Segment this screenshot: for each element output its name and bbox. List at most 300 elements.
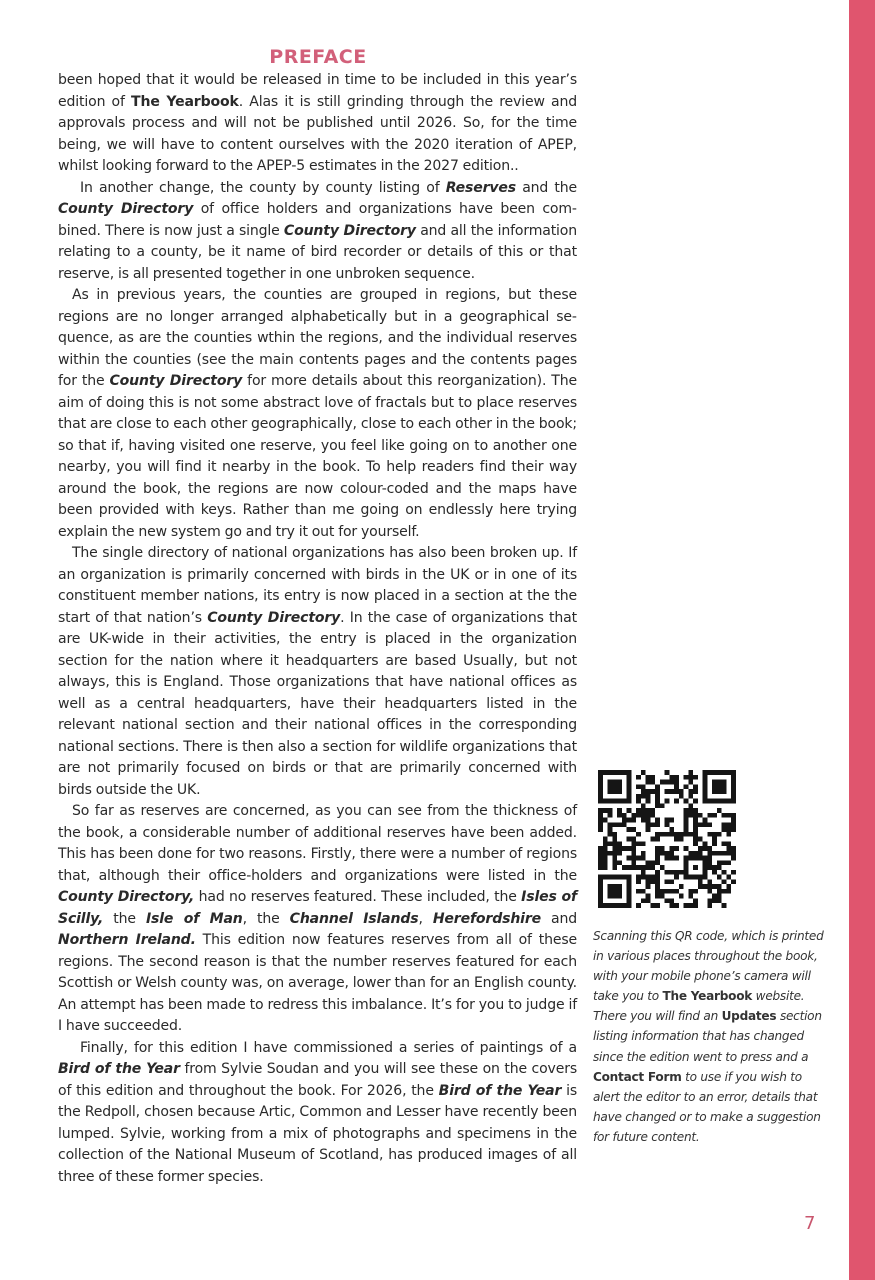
page-number: 7	[804, 1213, 816, 1234]
qr-module	[669, 903, 674, 908]
qr-module	[684, 784, 689, 789]
qr-module	[655, 879, 660, 884]
qr-module	[598, 789, 603, 794]
qr-module	[655, 837, 660, 842]
qr-module	[612, 770, 617, 775]
qr-module	[684, 875, 689, 880]
qr-module	[617, 808, 622, 813]
qr-module	[646, 860, 651, 865]
qr-module	[660, 851, 665, 856]
qr-module	[598, 780, 603, 785]
qr-module	[674, 846, 679, 851]
qr-module	[726, 860, 731, 865]
qr-module	[603, 903, 608, 908]
qr-module	[641, 784, 646, 789]
qr-module	[627, 770, 632, 775]
qr-module	[703, 822, 708, 827]
qr-module	[693, 832, 698, 837]
qr-module	[688, 803, 693, 808]
qr-module	[722, 860, 727, 865]
qr-module	[636, 841, 641, 846]
qr-module	[674, 784, 679, 789]
qr-module	[665, 879, 670, 884]
qr-module	[655, 818, 660, 823]
qr-module	[641, 865, 646, 870]
qr-module	[722, 903, 727, 908]
qr-module	[598, 770, 603, 775]
qr-module	[684, 775, 689, 780]
qr-module	[641, 870, 646, 875]
qr-module	[641, 808, 646, 813]
qr-module	[603, 808, 608, 813]
qr-module	[703, 770, 708, 775]
qr-module	[726, 770, 731, 775]
qr-module	[636, 775, 641, 780]
qr-module	[669, 789, 674, 794]
qr-module	[598, 827, 603, 832]
qr-module	[698, 822, 703, 827]
qr-module	[650, 837, 655, 842]
qr-module	[731, 879, 736, 884]
qr-module	[622, 846, 627, 851]
qr-module	[669, 827, 674, 832]
qr-module	[641, 898, 646, 903]
qr-module	[688, 832, 693, 837]
qr-module	[641, 813, 646, 818]
qr-module	[646, 813, 651, 818]
qr-module	[612, 837, 617, 842]
qr-module	[707, 770, 712, 775]
qr-module	[655, 846, 660, 851]
qr-module	[688, 875, 693, 880]
qr-module	[712, 799, 717, 804]
qr-module	[641, 875, 646, 880]
qr-module	[617, 889, 622, 894]
qr-module	[688, 851, 693, 856]
qr-module	[707, 846, 712, 851]
qr-module	[707, 856, 712, 861]
qr-module	[712, 770, 717, 775]
qr-module	[622, 875, 627, 880]
qr-module	[641, 789, 646, 794]
qr-module	[655, 789, 660, 794]
qr-module	[598, 851, 603, 856]
qr-module	[731, 794, 736, 799]
qr-module	[598, 856, 603, 861]
qr-caption-2: There you will find an Updates section listing information that has changed since the edition went to press and a Contact Form to use if you wish to alert the editor to an error, details that have changed or to make a suggestion for future content.	[593, 1009, 822, 1144]
qr-caption	[593, 926, 825, 1147]
qr-module	[655, 875, 660, 880]
qr-module	[684, 870, 689, 875]
qr-module	[731, 799, 736, 804]
qr-module	[712, 780, 717, 785]
qr-module	[712, 832, 717, 837]
qr-module	[665, 856, 670, 861]
qr-module	[631, 865, 636, 870]
qr-module	[627, 837, 632, 842]
qr-module	[707, 822, 712, 827]
qr-module	[717, 898, 722, 903]
qr-module	[646, 879, 651, 884]
qr-module	[636, 889, 641, 894]
qr-module	[731, 822, 736, 827]
qr-module	[693, 827, 698, 832]
qr-module	[603, 856, 608, 861]
qr-module	[717, 860, 722, 865]
qr-module	[698, 884, 703, 889]
qr-module	[641, 851, 646, 856]
qr-module	[679, 884, 684, 889]
qr-module	[669, 775, 674, 780]
qr-module	[603, 851, 608, 856]
qr-module	[693, 813, 698, 818]
qr-module	[684, 903, 689, 908]
qr-module	[598, 818, 603, 823]
preface-body	[58, 70, 577, 1188]
qr-module	[627, 879, 632, 884]
qr-module	[703, 860, 708, 865]
qr-module	[712, 865, 717, 870]
qr-module	[722, 851, 727, 856]
qr-module	[731, 770, 736, 775]
qr-module	[693, 856, 698, 861]
qr-module	[650, 775, 655, 780]
qr-module	[603, 865, 608, 870]
qr-module	[684, 832, 689, 837]
qr-module	[703, 775, 708, 780]
qr-module	[655, 856, 660, 861]
qr-module	[731, 851, 736, 856]
qr-module	[722, 780, 727, 785]
qr-module	[646, 789, 651, 794]
qr-module	[641, 841, 646, 846]
qr-module	[627, 894, 632, 899]
qr-module	[603, 799, 608, 804]
qr-module	[598, 875, 603, 880]
qr-module	[603, 818, 608, 823]
qr-module	[688, 903, 693, 908]
qr-module	[731, 846, 736, 851]
qr-module	[665, 770, 670, 775]
qr-module	[669, 851, 674, 856]
qr-module	[617, 770, 622, 775]
qr-module	[665, 780, 670, 785]
qr-module	[688, 770, 693, 775]
qr-module	[627, 856, 632, 861]
qr-module	[612, 865, 617, 870]
qr-module	[665, 822, 670, 827]
qr-module	[627, 789, 632, 794]
qr-module	[603, 860, 608, 865]
qr-module	[598, 794, 603, 799]
qr-module	[712, 851, 717, 856]
qr-module	[660, 780, 665, 785]
qr-module	[707, 898, 712, 903]
qr-module	[636, 794, 641, 799]
qr-module	[603, 770, 608, 775]
qr-module	[622, 813, 627, 818]
qr-module	[631, 827, 636, 832]
qr-module	[598, 822, 603, 827]
qr-module	[722, 822, 727, 827]
qr-module	[617, 846, 622, 851]
qr-module	[655, 884, 660, 889]
qr-module	[608, 832, 613, 837]
qr-module	[669, 898, 674, 903]
qr-module	[717, 884, 722, 889]
qr-module	[598, 799, 603, 804]
qr-module	[650, 903, 655, 908]
qr-module	[698, 837, 703, 842]
qr-module	[612, 856, 617, 861]
qr-module	[608, 851, 613, 856]
qr-module	[627, 808, 632, 813]
qr-module	[636, 784, 641, 789]
qr-module	[693, 875, 698, 880]
qr-module	[655, 851, 660, 856]
qr-module	[617, 894, 622, 899]
qr-module	[655, 832, 660, 837]
qr-module	[693, 903, 698, 908]
qr-module	[631, 818, 636, 823]
qr-module	[674, 780, 679, 785]
qr-module	[612, 875, 617, 880]
qr-module	[631, 860, 636, 865]
qr-module	[717, 789, 722, 794]
qr-module	[622, 818, 627, 823]
qr-module	[622, 903, 627, 908]
qr-module	[674, 889, 679, 894]
qr-module	[731, 789, 736, 794]
qr-module	[688, 780, 693, 785]
qr-module	[646, 822, 651, 827]
qr-module	[707, 889, 712, 894]
qr-module	[641, 856, 646, 861]
qr-module	[612, 832, 617, 837]
qr-module	[698, 851, 703, 856]
qr-module	[731, 870, 736, 875]
qr-module	[646, 875, 651, 880]
qr-module	[679, 870, 684, 875]
qr-module	[627, 889, 632, 894]
qr-module	[627, 903, 632, 908]
qr-module	[627, 780, 632, 785]
qr-module	[617, 851, 622, 856]
qr-module	[612, 889, 617, 894]
qr-module	[608, 808, 613, 813]
qr-module	[598, 775, 603, 780]
qr-module	[622, 865, 627, 870]
qr-module	[717, 832, 722, 837]
qr-module	[627, 794, 632, 799]
qr-module	[660, 889, 665, 894]
qr-module	[731, 775, 736, 780]
qr-module	[660, 846, 665, 851]
qr-module	[631, 851, 636, 856]
qr-module	[650, 865, 655, 870]
qr-module	[660, 832, 665, 837]
qr-module	[674, 837, 679, 842]
qr-module	[617, 799, 622, 804]
qr-module	[693, 818, 698, 823]
qr-module	[641, 803, 646, 808]
qr-module	[707, 865, 712, 870]
qr-module	[646, 794, 651, 799]
qr-module	[617, 813, 622, 818]
qr-module	[617, 841, 622, 846]
qr-module	[731, 784, 736, 789]
qr-module	[598, 889, 603, 894]
qr-module	[684, 846, 689, 851]
qr-module	[650, 813, 655, 818]
qr-module	[612, 784, 617, 789]
page-title: PREFACE	[269, 46, 367, 68]
qr-module	[598, 784, 603, 789]
qr-module	[726, 851, 731, 856]
qr-module	[712, 898, 717, 903]
qr-module	[703, 784, 708, 789]
qr-module	[717, 780, 722, 785]
qr-module	[693, 808, 698, 813]
qr-module	[631, 841, 636, 846]
qr-module	[627, 846, 632, 851]
qr-module	[641, 794, 646, 799]
qr-module	[684, 808, 689, 813]
qr-module	[722, 827, 727, 832]
qr-module	[612, 860, 617, 865]
qr-module	[636, 799, 641, 804]
qr-module	[636, 856, 641, 861]
qr-module	[603, 837, 608, 842]
qr-module	[722, 799, 727, 804]
qr-module	[688, 808, 693, 813]
qr-module	[707, 851, 712, 856]
side-color-band	[849, 0, 875, 1280]
qr-module	[717, 875, 722, 880]
qr-module	[665, 870, 670, 875]
qr-module	[612, 799, 617, 804]
qr-module	[627, 898, 632, 903]
qr-module	[703, 789, 708, 794]
qr-module	[688, 856, 693, 861]
qr-module	[665, 889, 670, 894]
qr-module	[731, 827, 736, 832]
qr-module	[726, 875, 731, 880]
qr-module	[717, 784, 722, 789]
paragraph-5: So far as reserves are concerned, as you can see from the thickness of the book, a considerable number of additional reserves have been added. This has been done for two reasons. Firstly, there were a number of regions that, although their office-holders and organizations were listed in the County Directory, had no reserves featured. These included, the Isles of Scilly, the Isle of Man, the Channel Islands, Herefordshire and Northern Ireland. This edition now features reserves from all of these regions. The second reason is that the number reserves featured for each Scottish or Welsh county was, on average, lower than for an English county. An attempt has been made to redress this imbalance. It’s for you to judge if I have succeeded.	[58, 803, 578, 1034]
qr-module	[684, 799, 689, 804]
qr-module	[674, 875, 679, 880]
qr-module	[684, 822, 689, 827]
qr-module	[712, 784, 717, 789]
qr-module	[608, 903, 613, 908]
qr-module	[688, 894, 693, 899]
qr-module	[636, 903, 641, 908]
qr-module	[674, 870, 679, 875]
qr-module	[617, 789, 622, 794]
qr-module	[693, 898, 698, 903]
qr-code-icon	[598, 770, 736, 908]
qr-module	[679, 832, 684, 837]
qr-module	[646, 865, 651, 870]
qr-module	[622, 799, 627, 804]
qr-module	[627, 827, 632, 832]
qr-module	[598, 808, 603, 813]
qr-module	[722, 870, 727, 875]
qr-module	[655, 803, 660, 808]
qr-module	[717, 894, 722, 899]
qr-module	[608, 884, 613, 889]
qr-module	[646, 808, 651, 813]
qr-module	[627, 799, 632, 804]
qr-module	[703, 870, 708, 875]
qr-module	[608, 894, 613, 899]
qr-module	[655, 822, 660, 827]
qr-module	[627, 784, 632, 789]
qr-module	[622, 822, 627, 827]
qr-module	[717, 865, 722, 870]
qr-module	[617, 784, 622, 789]
qr-module	[631, 856, 636, 861]
qr-module	[669, 846, 674, 851]
qr-module	[598, 879, 603, 884]
qr-module	[703, 846, 708, 851]
qr-module	[669, 818, 674, 823]
qr-module	[655, 794, 660, 799]
qr-module	[612, 894, 617, 899]
qr-module	[674, 789, 679, 794]
qr-module	[612, 780, 617, 785]
qr-module	[622, 770, 627, 775]
qr-module	[612, 789, 617, 794]
qr-module	[627, 818, 632, 823]
qr-module	[684, 813, 689, 818]
qr-module	[646, 780, 651, 785]
qr-module	[598, 846, 603, 851]
qr-module	[684, 865, 689, 870]
qr-module	[646, 818, 651, 823]
qr-module	[731, 813, 736, 818]
qr-module	[703, 780, 708, 785]
qr-module	[655, 860, 660, 865]
qr-module	[627, 875, 632, 880]
qr-module	[679, 794, 684, 799]
qr-module	[684, 827, 689, 832]
qr-module	[717, 770, 722, 775]
qr-module	[636, 875, 641, 880]
qr-module	[608, 875, 613, 880]
qr-module	[674, 775, 679, 780]
qr-module	[684, 818, 689, 823]
qr-module	[703, 794, 708, 799]
qr-module	[655, 894, 660, 899]
qr-module	[608, 780, 613, 785]
qr-module	[707, 860, 712, 865]
qr-module	[608, 889, 613, 894]
qr-module	[655, 870, 660, 875]
qr-module	[669, 856, 674, 861]
qr-module	[693, 889, 698, 894]
qr-module	[698, 856, 703, 861]
qr-module	[650, 860, 655, 865]
qr-module	[712, 789, 717, 794]
qr-module	[598, 865, 603, 870]
qr-module	[722, 784, 727, 789]
qr-module	[660, 865, 665, 870]
qr-module	[722, 889, 727, 894]
qr-module	[669, 870, 674, 875]
qr-module	[598, 903, 603, 908]
